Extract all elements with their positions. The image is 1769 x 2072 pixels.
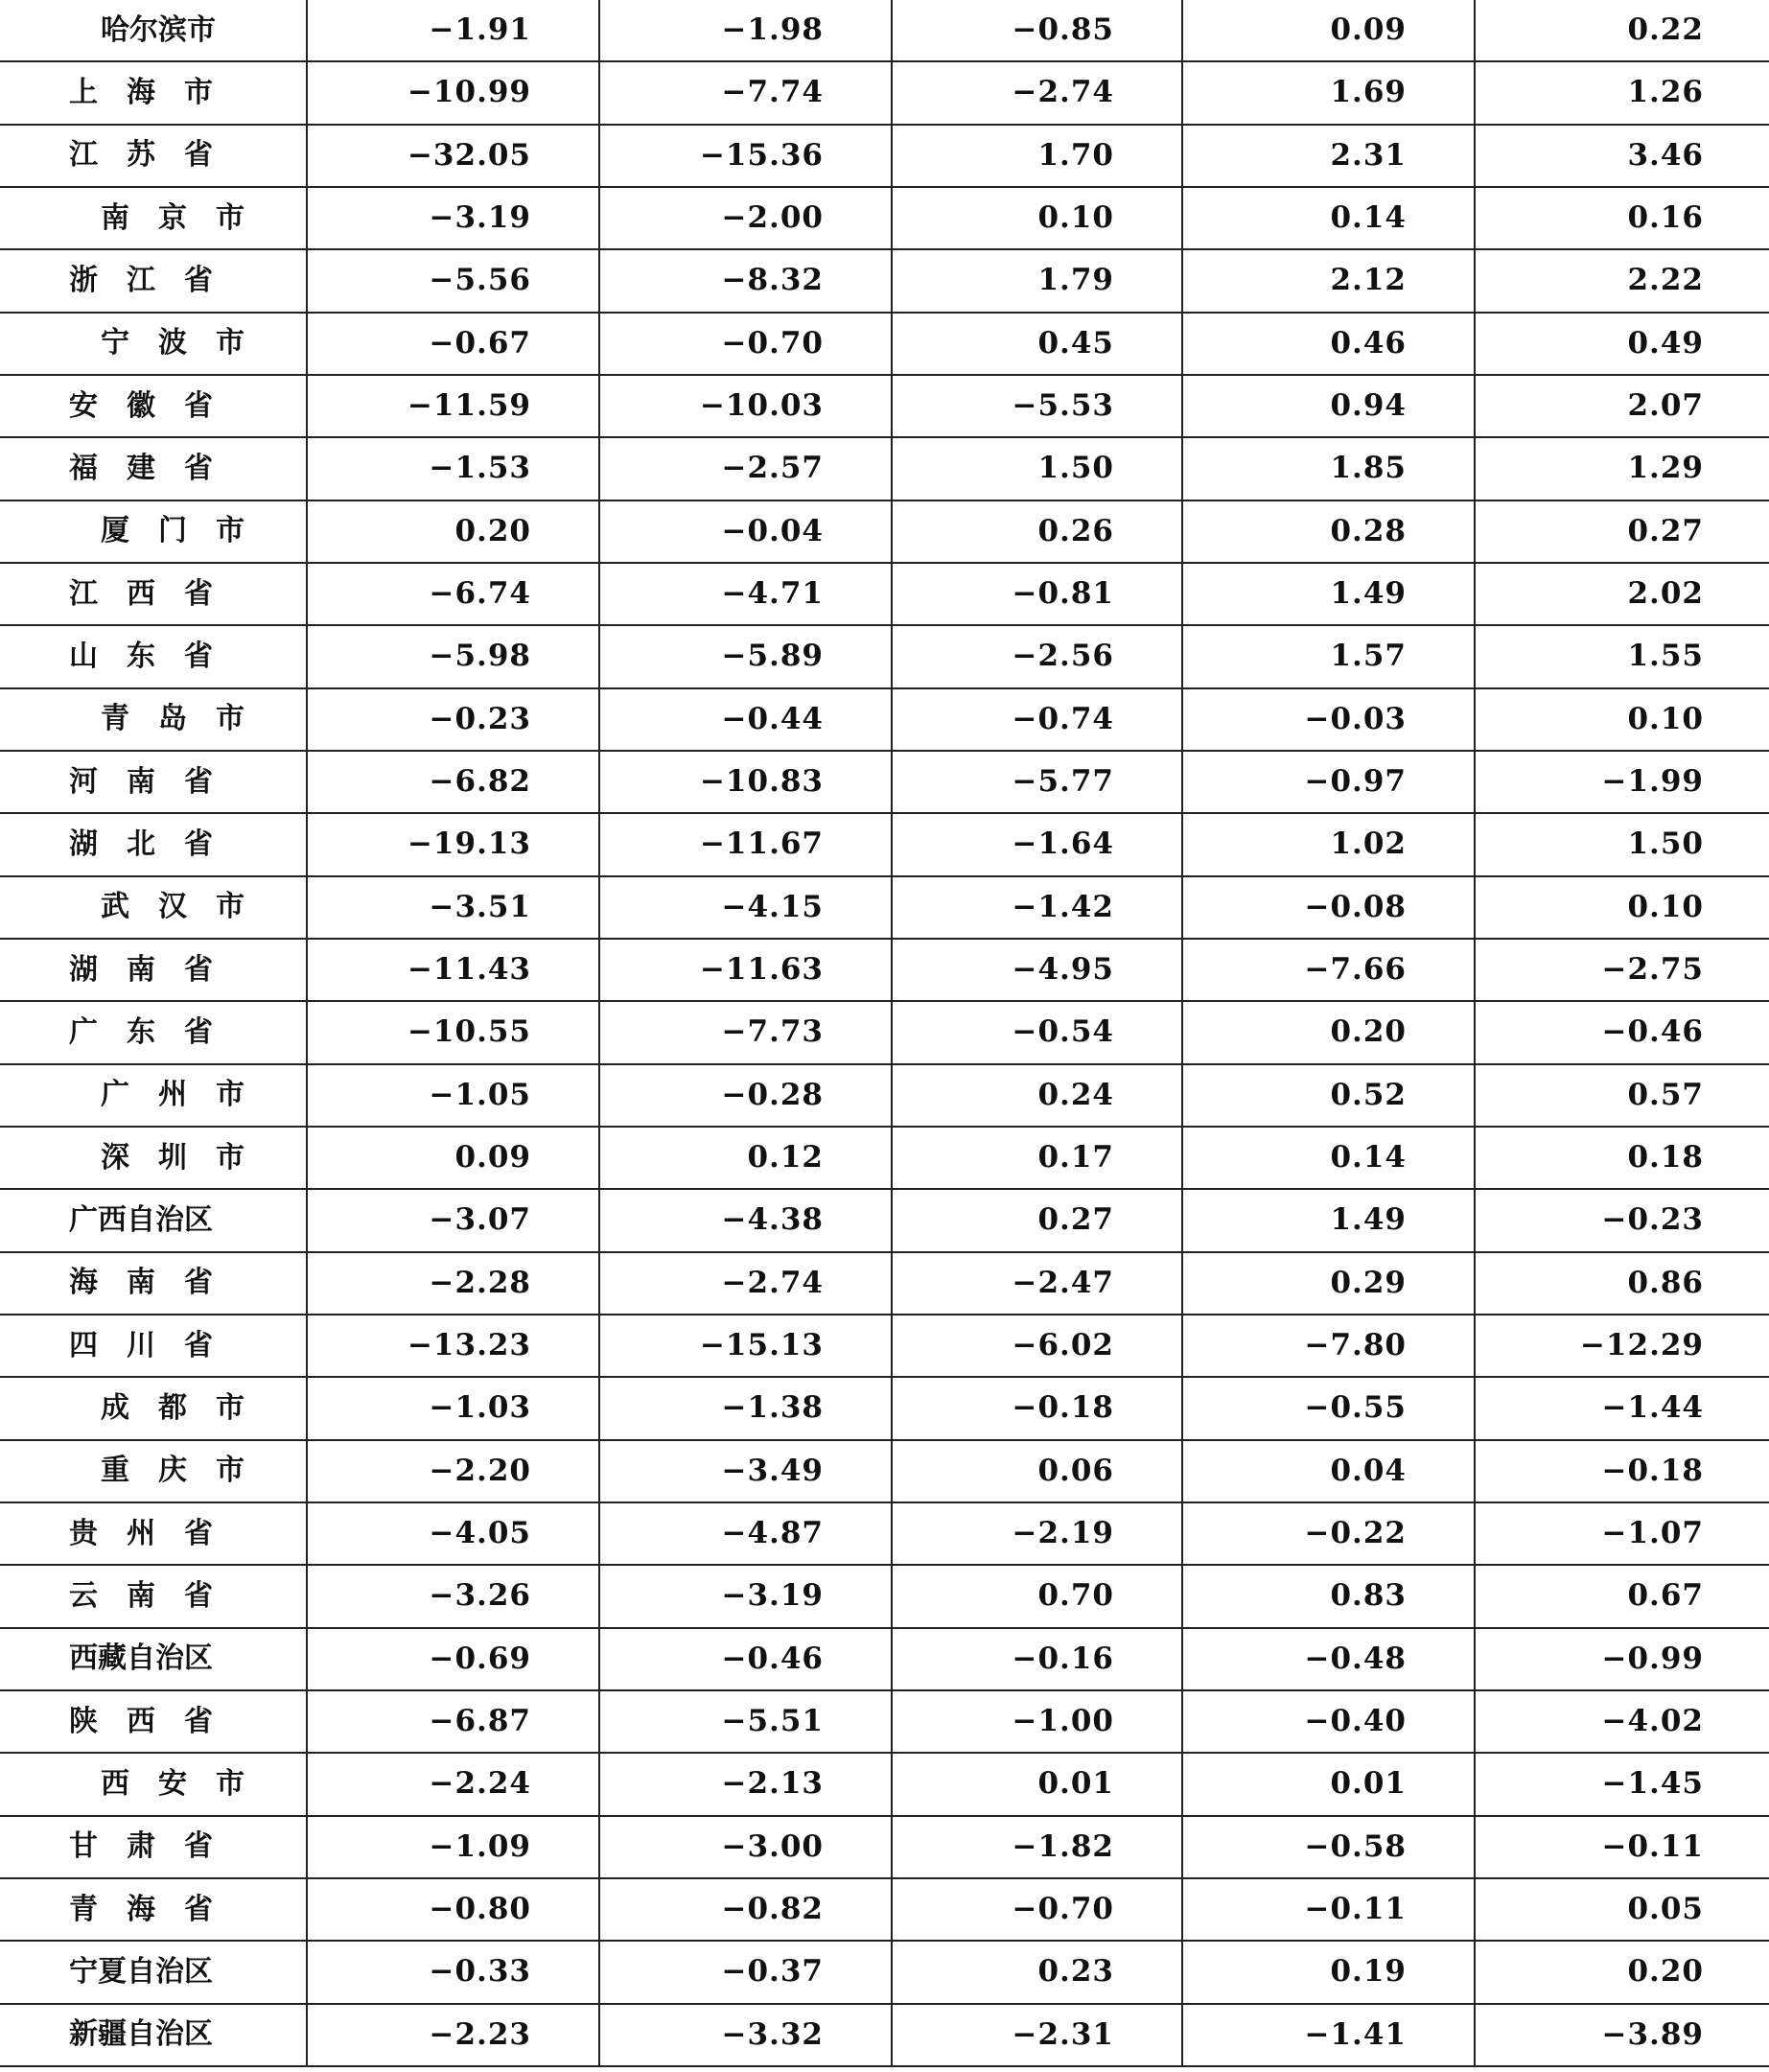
value-cell-col-3: −1.00 (892, 1690, 1182, 1753)
table-row (0, 1565, 1769, 1627)
table-row (0, 1001, 1769, 1063)
value-cell-col-3: −2.31 (892, 2004, 1182, 2067)
value-cell-col-3: −6.02 (892, 1315, 1182, 1377)
region-name-cell (0, 876, 307, 939)
region-name: 河 南 省 (69, 764, 213, 799)
value-cell-col-3: −0.18 (892, 1377, 1182, 1439)
value-cell-col-1: −2.23 (307, 2004, 599, 2067)
value-cell-col-3: −1.82 (892, 1816, 1182, 1878)
value-cell-col-1: −3.07 (307, 1189, 599, 1251)
value-cell-col-1: −10.55 (307, 1001, 599, 1063)
value-cell-col-1: −1.91 (307, 0, 599, 61)
value-cell-col-4: 1.85 (1182, 437, 1475, 500)
value-cell-col-2: −3.19 (599, 1565, 892, 1627)
value-cell-col-3: −0.70 (892, 1878, 1182, 1941)
value-cell-col-4: −0.03 (1182, 688, 1475, 751)
value-cell-col-1: −0.33 (307, 1941, 599, 2003)
value-cell-col-2: −0.04 (599, 501, 892, 563)
region-name-cell (0, 375, 307, 437)
region-name: 福 建 省 (69, 451, 213, 485)
region-name-cell (0, 1252, 307, 1315)
value-cell-col-2: −11.63 (599, 939, 892, 1001)
region-name: 宁 波 市 (101, 326, 244, 361)
region-name-cell (0, 751, 307, 813)
value-cell-col-5: 0.10 (1475, 876, 1769, 939)
value-cell-col-3: −0.16 (892, 1628, 1182, 1690)
region-name-cell (0, 1690, 307, 1753)
value-cell-col-3: 0.10 (892, 187, 1182, 249)
value-cell-col-3: −4.95 (892, 939, 1182, 1001)
table-row (0, 1189, 1769, 1251)
value-cell-col-5: 2.22 (1475, 249, 1769, 312)
region-name-cell (0, 1502, 307, 1565)
value-cell-col-4: 0.14 (1182, 187, 1475, 249)
value-cell-col-2: −4.71 (599, 563, 892, 625)
value-cell-col-1: −19.13 (307, 813, 599, 875)
value-cell-col-1: −3.19 (307, 187, 599, 249)
value-cell-col-3: −5.77 (892, 751, 1182, 813)
region-name-cell (0, 1878, 307, 1941)
value-cell-col-5: −1.44 (1475, 1377, 1769, 1439)
region-name: 成 都 市 (101, 1390, 244, 1425)
region-name: 陕 西 省 (69, 1704, 213, 1738)
value-cell-col-1: −1.03 (307, 1377, 599, 1439)
value-cell-col-1: −6.74 (307, 563, 599, 625)
value-cell-col-4: −1.41 (1182, 2004, 1475, 2067)
value-cell-col-2: −2.74 (599, 1252, 892, 1315)
table-row (0, 625, 1769, 687)
region-name-cell (0, 1315, 307, 1377)
value-cell-col-4: −0.11 (1182, 1878, 1475, 1941)
region-name-cell (0, 1064, 307, 1127)
value-cell-col-4: 1.57 (1182, 625, 1475, 687)
value-cell-col-1: −2.28 (307, 1252, 599, 1315)
region-name: 海 南 省 (69, 1266, 213, 1300)
region-name: 南 京 市 (101, 200, 244, 235)
value-cell-col-1: −2.20 (307, 1440, 599, 1502)
region-name: 武 汉 市 (101, 890, 244, 924)
region-name-cell (0, 187, 307, 249)
value-cell-col-2: −0.37 (599, 1941, 892, 2003)
table-row (0, 1941, 1769, 2003)
table-row (0, 1440, 1769, 1502)
value-cell-col-4: 0.01 (1182, 1753, 1475, 1815)
value-cell-col-3: 0.27 (892, 1189, 1182, 1251)
region-name: 上 海 市 (69, 75, 213, 109)
value-cell-col-5: −1.07 (1475, 1502, 1769, 1565)
value-cell-col-5: 0.67 (1475, 1565, 1769, 1627)
value-cell-col-4: 0.52 (1182, 1064, 1475, 1127)
region-name-cell (0, 501, 307, 563)
region-name-cell (0, 0, 307, 61)
value-cell-col-5: 0.86 (1475, 1252, 1769, 1315)
region-name-cell (0, 1816, 307, 1878)
table-row (0, 1816, 1769, 1878)
value-cell-col-4: −0.97 (1182, 751, 1475, 813)
value-cell-col-4: 2.12 (1182, 249, 1475, 312)
region-name-cell (0, 1628, 307, 1690)
value-cell-col-1: −10.99 (307, 61, 599, 124)
value-cell-col-5: 0.49 (1475, 313, 1769, 375)
table-row (0, 751, 1769, 813)
value-cell-col-2: −3.00 (599, 1816, 892, 1878)
value-cell-col-1: −0.80 (307, 1878, 599, 1941)
value-cell-col-3: 1.70 (892, 125, 1182, 187)
value-cell-col-3: −0.81 (892, 563, 1182, 625)
value-cell-col-2: −2.13 (599, 1753, 892, 1815)
value-cell-col-3: −0.74 (892, 688, 1182, 751)
region-name-cell (0, 1377, 307, 1439)
value-cell-col-5: −2.75 (1475, 939, 1769, 1001)
region-name: 深 圳 市 (101, 1140, 244, 1175)
value-cell-col-3: 0.06 (892, 1440, 1182, 1502)
table-row (0, 187, 1769, 249)
table-row (0, 437, 1769, 500)
value-cell-col-3: 0.26 (892, 501, 1182, 563)
value-cell-col-5: −3.89 (1475, 2004, 1769, 2067)
region-name-cell (0, 1941, 307, 2003)
value-cell-col-5: 0.22 (1475, 0, 1769, 61)
value-cell-col-4: 0.46 (1182, 313, 1475, 375)
value-cell-col-3: −0.85 (892, 0, 1182, 61)
value-cell-col-1: −3.26 (307, 1565, 599, 1627)
region-name-cell (0, 939, 307, 1001)
region-name: 西藏自治区 (69, 1641, 213, 1676)
region-name: 广 州 市 (101, 1078, 244, 1112)
value-cell-col-4: 1.49 (1182, 563, 1475, 625)
region-name: 贵 州 省 (69, 1516, 213, 1550)
value-cell-col-4: −7.66 (1182, 939, 1475, 1001)
table-row (0, 249, 1769, 312)
value-cell-col-2: −11.67 (599, 813, 892, 875)
value-cell-col-2: −5.51 (599, 1690, 892, 1753)
region-name: 青 岛 市 (101, 702, 244, 736)
table-row (0, 813, 1769, 875)
region-name: 哈尔滨市 (101, 12, 216, 47)
table-row (0, 1753, 1769, 1815)
value-cell-col-2: −8.32 (599, 249, 892, 312)
value-cell-col-3: 1.79 (892, 249, 1182, 312)
region-name-cell (0, 1565, 307, 1627)
value-cell-col-2: −7.74 (599, 61, 892, 124)
value-cell-col-2: −4.87 (599, 1502, 892, 1565)
value-cell-col-1: −0.23 (307, 688, 599, 751)
value-cell-col-5: 1.29 (1475, 437, 1769, 500)
table-row (0, 939, 1769, 1001)
region-name: 四 川 省 (69, 1328, 213, 1362)
value-cell-col-1: −13.23 (307, 1315, 599, 1377)
value-cell-col-5: −1.99 (1475, 751, 1769, 813)
value-cell-col-5: 2.02 (1475, 563, 1769, 625)
region-name: 湖 北 省 (69, 826, 213, 861)
value-cell-col-4: −0.22 (1182, 1502, 1475, 1565)
value-cell-col-4: 0.29 (1182, 1252, 1475, 1315)
value-cell-col-2: 0.12 (599, 1127, 892, 1189)
value-cell-col-3: 0.01 (892, 1753, 1182, 1815)
region-name: 厦 门 市 (101, 514, 244, 548)
region-name-cell (0, 688, 307, 751)
value-cell-col-3: −1.42 (892, 876, 1182, 939)
value-cell-col-4: 0.83 (1182, 1565, 1475, 1627)
value-cell-col-5: 1.50 (1475, 813, 1769, 875)
table-row (0, 1315, 1769, 1377)
value-cell-col-4: −7.80 (1182, 1315, 1475, 1377)
value-cell-col-2: −3.49 (599, 1440, 892, 1502)
value-cell-col-5: −0.18 (1475, 1440, 1769, 1502)
value-cell-col-5: −0.23 (1475, 1189, 1769, 1251)
value-cell-col-5: −1.45 (1475, 1753, 1769, 1815)
value-cell-col-2: −7.73 (599, 1001, 892, 1063)
value-cell-col-5: 0.16 (1475, 187, 1769, 249)
value-cell-col-3: 0.70 (892, 1565, 1182, 1627)
value-cell-col-1: −5.56 (307, 249, 599, 312)
region-name-cell (0, 1753, 307, 1815)
table-row (0, 1252, 1769, 1315)
table-row (0, 1064, 1769, 1127)
value-cell-col-2: −10.03 (599, 375, 892, 437)
value-cell-col-4: 1.49 (1182, 1189, 1475, 1251)
value-cell-col-2: −0.70 (599, 313, 892, 375)
value-cell-col-4: −0.08 (1182, 876, 1475, 939)
value-cell-col-3: −5.53 (892, 375, 1182, 437)
value-cell-col-4: 1.69 (1182, 61, 1475, 124)
table-row (0, 1127, 1769, 1189)
region-name-cell (0, 125, 307, 187)
value-cell-col-2: −10.83 (599, 751, 892, 813)
region-name: 湖 南 省 (69, 952, 213, 987)
region-name: 江 西 省 (69, 576, 213, 611)
region-name-cell (0, 1127, 307, 1189)
table-row (0, 375, 1769, 437)
value-cell-col-5: 1.26 (1475, 61, 1769, 124)
value-cell-col-2: −0.46 (599, 1628, 892, 1690)
value-cell-col-1: −6.82 (307, 751, 599, 813)
region-name: 广 东 省 (69, 1014, 213, 1049)
region-name-cell (0, 2004, 307, 2067)
value-cell-col-2: −15.13 (599, 1315, 892, 1377)
table-row (0, 1502, 1769, 1565)
value-cell-col-1: −0.67 (307, 313, 599, 375)
value-cell-col-1: 0.09 (307, 1127, 599, 1189)
region-name-cell (0, 61, 307, 124)
table-row (0, 2004, 1769, 2067)
value-cell-col-2: −3.32 (599, 2004, 892, 2067)
table-row (0, 1377, 1769, 1439)
value-cell-col-3: 0.17 (892, 1127, 1182, 1189)
value-cell-col-5: −0.11 (1475, 1816, 1769, 1878)
region-name-cell (0, 437, 307, 500)
value-cell-col-3: −2.56 (892, 625, 1182, 687)
value-cell-col-5: 0.57 (1475, 1064, 1769, 1127)
table-row (0, 563, 1769, 625)
value-cell-col-2: −0.44 (599, 688, 892, 751)
value-cell-col-2: −4.15 (599, 876, 892, 939)
value-cell-col-1: −11.43 (307, 939, 599, 1001)
value-cell-col-5: 1.55 (1475, 625, 1769, 687)
region-name: 广西自治区 (69, 1202, 213, 1237)
region-name: 宁夏自治区 (69, 1954, 213, 1989)
region-name-cell (0, 313, 307, 375)
region-name-cell (0, 625, 307, 687)
value-cell-col-2: −4.38 (599, 1189, 892, 1251)
table-row (0, 876, 1769, 939)
value-cell-col-1: −32.05 (307, 125, 599, 187)
table-row (0, 125, 1769, 187)
value-cell-col-4: 0.09 (1182, 0, 1475, 61)
value-cell-col-1: −0.69 (307, 1628, 599, 1690)
value-cell-col-4: 2.31 (1182, 125, 1475, 187)
value-cell-col-2: −2.00 (599, 187, 892, 249)
value-cell-col-5: −0.99 (1475, 1628, 1769, 1690)
region-name: 安 徽 省 (69, 388, 213, 423)
region-name: 重 庆 市 (101, 1454, 244, 1488)
value-cell-col-5: 3.46 (1475, 125, 1769, 187)
value-cell-col-2: −2.57 (599, 437, 892, 500)
value-cell-col-4: 0.20 (1182, 1001, 1475, 1063)
table-row (0, 313, 1769, 375)
value-cell-col-2: −1.38 (599, 1377, 892, 1439)
value-cell-col-2: −15.36 (599, 125, 892, 187)
value-cell-col-4: −0.40 (1182, 1690, 1475, 1753)
value-cell-col-1: −5.98 (307, 625, 599, 687)
value-cell-col-4: −0.58 (1182, 1816, 1475, 1878)
value-cell-col-5: 0.27 (1475, 501, 1769, 563)
value-cell-col-1: −3.51 (307, 876, 599, 939)
region-name: 云 南 省 (69, 1578, 213, 1613)
region-name-cell (0, 813, 307, 875)
region-name: 新疆自治区 (69, 2017, 213, 2052)
value-cell-col-3: 1.50 (892, 437, 1182, 500)
value-cell-col-1: −2.24 (307, 1753, 599, 1815)
table-row (0, 1878, 1769, 1941)
region-name-cell (0, 563, 307, 625)
value-cell-col-5: 0.20 (1475, 1941, 1769, 2003)
region-name: 青 海 省 (69, 1892, 213, 1926)
value-cell-col-2: −0.82 (599, 1878, 892, 1941)
value-cell-col-3: 0.24 (892, 1064, 1182, 1127)
value-cell-col-4: −0.55 (1182, 1377, 1475, 1439)
table-row (0, 688, 1769, 751)
value-cell-col-5: 2.07 (1475, 375, 1769, 437)
value-cell-col-5: −0.46 (1475, 1001, 1769, 1063)
value-cell-col-1: 0.20 (307, 501, 599, 563)
value-cell-col-3: −0.54 (892, 1001, 1182, 1063)
value-cell-col-2: −0.28 (599, 1064, 892, 1127)
region-name: 浙 江 省 (69, 263, 213, 297)
value-cell-col-5: 0.05 (1475, 1878, 1769, 1941)
region-name: 江 苏 省 (69, 138, 213, 173)
value-cell-col-5: 0.10 (1475, 688, 1769, 751)
region-name: 西 安 市 (101, 1766, 244, 1801)
table-row (0, 1690, 1769, 1753)
value-cell-col-1: −11.59 (307, 375, 599, 437)
region-name: 甘 肃 省 (69, 1829, 213, 1864)
value-cell-col-1: −6.87 (307, 1690, 599, 1753)
value-cell-col-1: −1.05 (307, 1064, 599, 1127)
value-cell-col-4: 0.04 (1182, 1440, 1475, 1502)
value-cell-col-2: −1.98 (599, 0, 892, 61)
table-row (0, 1628, 1769, 1690)
value-cell-col-5: −12.29 (1475, 1315, 1769, 1377)
value-cell-col-3: −1.64 (892, 813, 1182, 875)
value-cell-col-4: −0.48 (1182, 1628, 1475, 1690)
value-cell-col-1: −1.09 (307, 1816, 599, 1878)
value-cell-col-3: −2.74 (892, 61, 1182, 124)
value-cell-col-2: −5.89 (599, 625, 892, 687)
value-cell-col-4: 0.94 (1182, 375, 1475, 437)
region-name-cell (0, 1001, 307, 1063)
value-cell-col-4: 0.14 (1182, 1127, 1475, 1189)
value-cell-col-3: −2.47 (892, 1252, 1182, 1315)
region-name-cell (0, 1440, 307, 1502)
region-name-cell (0, 249, 307, 312)
table-row (0, 0, 1769, 61)
region-name: 山 东 省 (69, 639, 213, 673)
region-name-cell (0, 1189, 307, 1251)
table-row (0, 61, 1769, 124)
value-cell-col-4: 0.19 (1182, 1941, 1475, 2003)
value-cell-col-5: 0.18 (1475, 1127, 1769, 1189)
value-cell-col-5: −4.02 (1475, 1690, 1769, 1753)
value-cell-col-3: 0.45 (892, 313, 1182, 375)
value-cell-col-3: −2.19 (892, 1502, 1182, 1565)
value-cell-col-4: 1.02 (1182, 813, 1475, 875)
value-cell-col-4: 0.28 (1182, 501, 1475, 563)
value-cell-col-1: −1.53 (307, 437, 599, 500)
table-row (0, 501, 1769, 563)
value-cell-col-3: 0.23 (892, 1941, 1182, 2003)
value-cell-col-1: −4.05 (307, 1502, 599, 1565)
